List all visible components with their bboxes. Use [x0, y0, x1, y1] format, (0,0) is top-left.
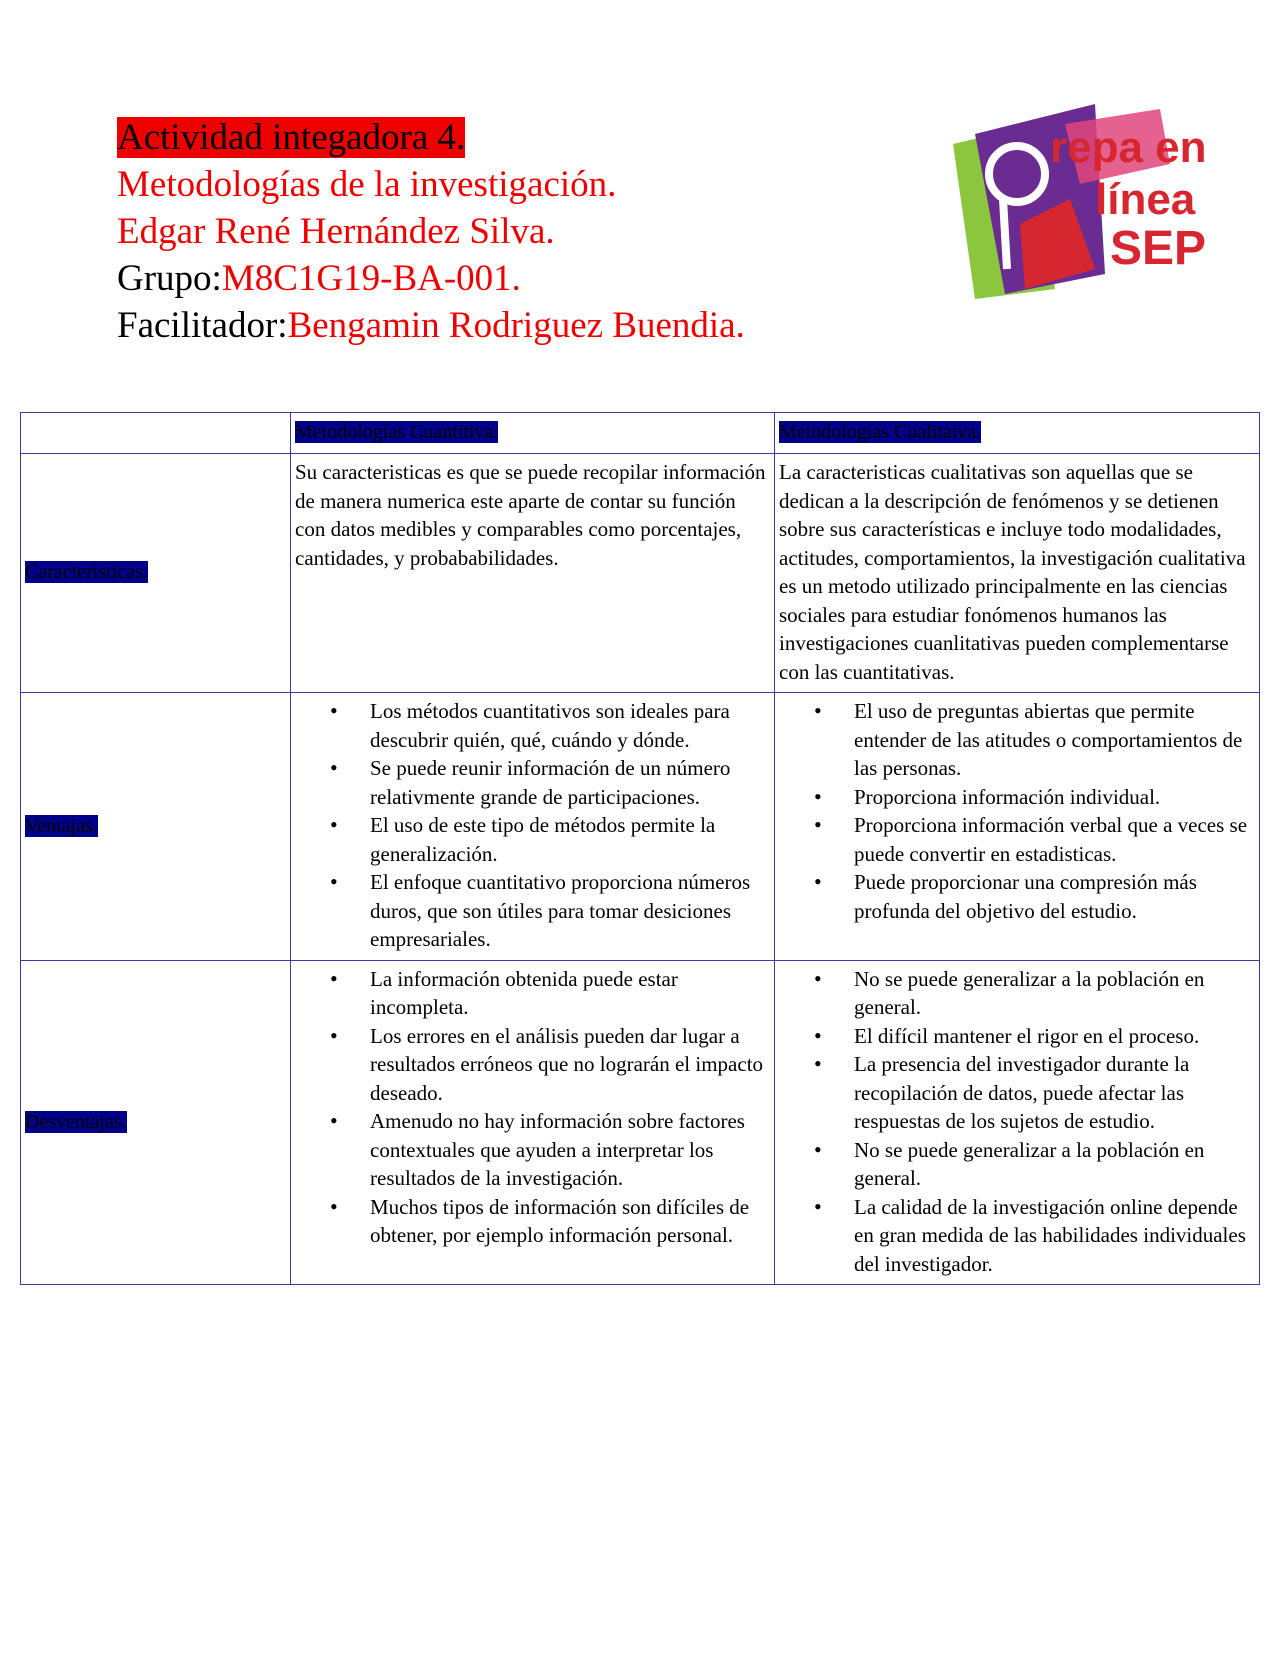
- document-header: [117, 114, 745, 349]
- list-item: • Los métodos cuantitativos son ideales para descubrir quién, qué, cuándo y dónde.: [370, 697, 770, 754]
- activity-title: Actividad integadora 4.: [117, 117, 466, 158]
- list-item: • Proporciona información verbal que a veces se puede convertir en estadisticas.: [854, 811, 1255, 868]
- cell-qual-advantages: [775, 693, 1260, 961]
- list-item: • La presencia del investigador durante la recopilación de datos, puede afectar las respuestas de los sujetos de estudio.: [854, 1050, 1255, 1136]
- logo-text-3: SEP: [1110, 222, 1207, 275]
- row-label-disadvantages: Desventajas.: [21, 960, 291, 1285]
- facilitator-value: Bengamin Rodriguez Buendia.: [287, 305, 745, 346]
- table-row: [21, 960, 1260, 1285]
- list-item: • Los errores en el análisis pueden dar lugar a resultados erróneos que no lograrán el impacto deseado.: [370, 1022, 770, 1108]
- facilitator-line: [117, 302, 745, 349]
- list-item: • El enfoque cuantitativo proporciona números duros, que son útiles para tomar desiciones empresariales.: [370, 868, 770, 954]
- list-item: • Amenudo no hay información sobre factores contextuales que ayuden a interpretar los resultados de la investigación.: [370, 1107, 770, 1193]
- list-item: • Muchos tipos de información son difíciles de obtener, por ejemplo información personal.: [370, 1193, 770, 1250]
- header-quantitative: Metodologías Cuantitiva.: [291, 413, 775, 454]
- list-item: • Proporciona información individual.: [854, 783, 1255, 812]
- logo-text-2: línea: [1095, 175, 1196, 224]
- group-label: Grupo:: [117, 258, 222, 299]
- subject-title: Metodologías de la investigación.: [117, 164, 617, 205]
- header-qualitative: Metodologías Cualitaiva.: [775, 413, 1260, 454]
- group-line: [117, 255, 745, 302]
- logo-text-1: repa en: [1050, 123, 1207, 172]
- list-item: • Se puede reunir información de un número relativmente grande de participaciones.: [370, 754, 770, 811]
- cell-quant-disadvantages: [291, 960, 775, 1285]
- cell-qual-characteristics: La caracteristicas cualitativas son aquellas que se dedican a la descripción de fenómenos y se detienen sobre sus características e incluye todo modalidades, actitudes, comportamientos, la investigación cualitativa es un metodo utilizado principalmente en las ciencias sociales para estudiar fonómenos humanos las investigaciones cuanlitativas pueden complementarse con las cuantitativas.: [775, 454, 1260, 693]
- table-row: [21, 454, 1260, 693]
- cell-quant-characteristics: Su caracteristicas es que se puede recopilar información de manera numerica este aparte de contar su función con datos medibles y comparables como porcentajes, cantidades, y probababilidades.: [291, 454, 775, 693]
- list-item: • La calidad de la investigación online depende en gran medida de las habilidades individuales del investigador.: [854, 1193, 1255, 1279]
- group-value: M8C1G19-BA-001.: [221, 258, 521, 299]
- list-item: • No se puede generalizar a la población en general.: [854, 1136, 1255, 1193]
- row-label-advantages: Ventajas.: [21, 693, 291, 961]
- facilitator-label: Facilitador:: [117, 305, 288, 346]
- prepa-en-linea-sep-logo: [945, 104, 1215, 304]
- cell-qual-disadvantages: [775, 960, 1260, 1285]
- row-label-characteristics: Caracteristicas.: [21, 454, 291, 693]
- list-item: • El difícil mantener el rigor en el proceso.: [854, 1022, 1255, 1051]
- empty-header-cell: [21, 413, 291, 454]
- student-name: Edgar René Hernández Silva.: [117, 211, 555, 252]
- methodology-comparison-table: [20, 412, 1260, 1285]
- cell-quant-advantages: [291, 693, 775, 961]
- logo-p-stem: [1003, 199, 1007, 269]
- list-item: • La información obtenida puede estar incompleta.: [370, 965, 770, 1022]
- table-row: [21, 693, 1260, 961]
- list-item: • El uso de preguntas abiertas que permite entender de las atitudes o comportamientos de las personas.: [854, 697, 1255, 783]
- list-item: • No se puede generalizar a la población en general.: [854, 965, 1255, 1022]
- list-item: • El uso de este tipo de métodos permite la generalización.: [370, 811, 770, 868]
- table-header-row: [21, 413, 1260, 454]
- list-item: • Puede proporcionar una compresión más profunda del objetivo del estudio.: [854, 868, 1255, 925]
